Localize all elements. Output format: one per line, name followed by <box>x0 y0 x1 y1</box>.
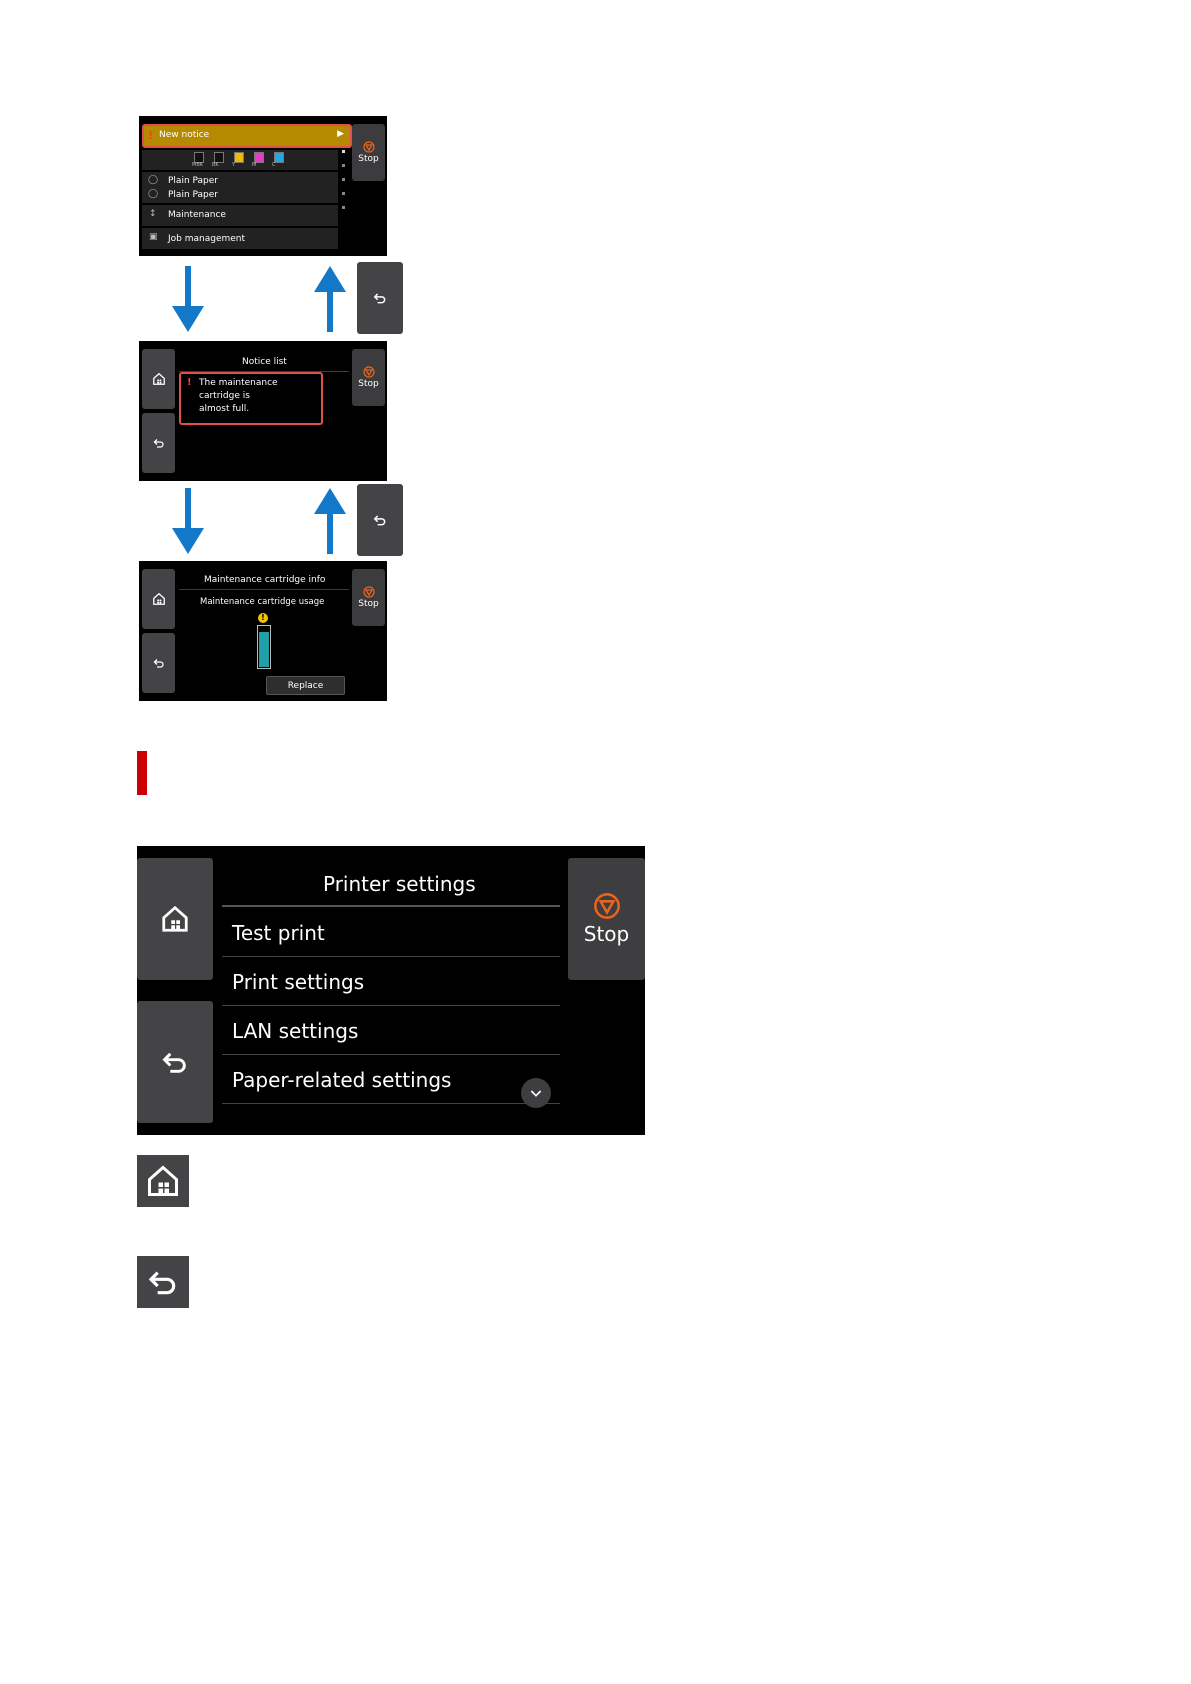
replace-label: Replace <box>287 680 324 691</box>
menu-item[interactable] <box>222 908 560 957</box>
back-icon <box>373 291 387 305</box>
ink-label: M <box>252 162 257 168</box>
section-marker <box>137 751 147 795</box>
ink-label: C <box>272 162 276 168</box>
notice-text-line-2: cartridge is <box>199 391 250 401</box>
arrow-down-icon <box>170 488 206 554</box>
ink-label: Y <box>232 162 236 168</box>
menu-item-label: LAN settings <box>232 1019 359 1043</box>
stop-label: Stop <box>358 599 379 609</box>
printer-settings-screen-mockup <box>137 846 645 1135</box>
arrow-up-icon <box>312 488 348 554</box>
screen-title: Printer settings <box>323 872 476 896</box>
stop-icon <box>593 892 621 920</box>
ink-levels <box>142 150 338 170</box>
maintenance-row[interactable] <box>142 205 338 226</box>
back-button[interactable] <box>137 1001 213 1123</box>
back-icon <box>147 1266 179 1298</box>
chevron-down-icon <box>528 1085 544 1101</box>
back-button[interactable] <box>357 262 403 334</box>
stop-button[interactable] <box>352 349 385 406</box>
menu-item-label: Print settings <box>232 970 365 994</box>
paper-label-1: Plain Paper <box>168 176 218 186</box>
stop-label: Stop <box>358 379 379 389</box>
screen-subtitle: Maintenance cartridge usage <box>200 597 325 607</box>
home-screen-mockup <box>139 116 387 256</box>
ink-label: MBK <box>192 162 204 168</box>
cartridge-level-fill <box>259 632 269 667</box>
title-divider <box>179 589 349 590</box>
new-notice-label: New notice <box>159 130 210 140</box>
paper-label-2: Plain Paper <box>168 190 218 200</box>
paper-icon: ◯ <box>148 175 159 185</box>
menu-item[interactable] <box>222 1006 560 1055</box>
ink-swatch <box>234 152 244 163</box>
menu-item-label: Test print <box>232 921 325 945</box>
stop-label: Stop <box>583 922 630 946</box>
home-icon <box>145 1163 181 1199</box>
replace-button[interactable] <box>266 676 345 695</box>
paper-icon: ◯ <box>148 189 159 199</box>
stop-icon <box>363 586 375 598</box>
menu-item[interactable] <box>222 1055 560 1104</box>
scroll-down-button[interactable] <box>521 1078 551 1108</box>
chevron-right-icon: ▶ <box>337 129 344 139</box>
back-button[interactable] <box>142 633 175 693</box>
home-icon <box>152 592 166 606</box>
back-button[interactable] <box>142 413 175 473</box>
home-icon <box>152 372 166 386</box>
home-button[interactable] <box>137 858 213 980</box>
scroll-indicator <box>342 150 345 245</box>
job-icon: ▣ <box>149 232 158 242</box>
home-button[interactable] <box>142 349 175 409</box>
back-icon <box>161 1048 189 1076</box>
back-icon <box>153 437 165 449</box>
notice-text-line-3: almost full. <box>199 404 250 414</box>
back-icon <box>153 657 165 669</box>
back-icon <box>373 513 387 527</box>
warning-icon: ! <box>148 129 154 142</box>
stop-label: Stop <box>358 154 379 164</box>
menu-item-label: Paper-related settings <box>232 1068 452 1092</box>
notice-list-screen-mockup <box>139 341 387 481</box>
menu-item[interactable] <box>222 957 560 1006</box>
back-icon-legend <box>137 1256 189 1308</box>
arrow-down-icon <box>170 266 206 332</box>
cartridge-level-gauge <box>257 625 271 669</box>
maintenance-cartridge-screen-mockup <box>139 561 387 701</box>
stop-button[interactable] <box>568 858 645 980</box>
stop-icon <box>363 141 375 153</box>
paper-row[interactable] <box>142 172 338 203</box>
job-management-label: Job management <box>168 234 246 244</box>
new-notice-bar[interactable] <box>142 124 352 148</box>
home-button[interactable] <box>142 569 175 629</box>
notice-text-line-1: The maintenance <box>199 378 278 388</box>
stop-button[interactable] <box>352 124 385 181</box>
ink-label: BK <box>212 162 219 168</box>
maintenance-label: Maintenance <box>168 210 226 220</box>
title-divider <box>222 905 560 907</box>
stop-icon <box>363 366 375 378</box>
warning-icon: ! <box>187 377 192 388</box>
home-icon <box>160 904 190 934</box>
back-button[interactable] <box>357 484 403 556</box>
home-icon-legend <box>137 1155 189 1207</box>
notice-item[interactable] <box>179 372 323 425</box>
arrow-up-icon <box>312 266 348 332</box>
screen-title: Maintenance cartridge info <box>204 575 326 585</box>
stop-button[interactable] <box>352 569 385 626</box>
warning-badge-icon: ! <box>258 613 268 623</box>
job-management-row[interactable] <box>142 228 338 249</box>
screen-title: Notice list <box>242 357 287 367</box>
tools-icon: ↕ <box>149 209 157 219</box>
